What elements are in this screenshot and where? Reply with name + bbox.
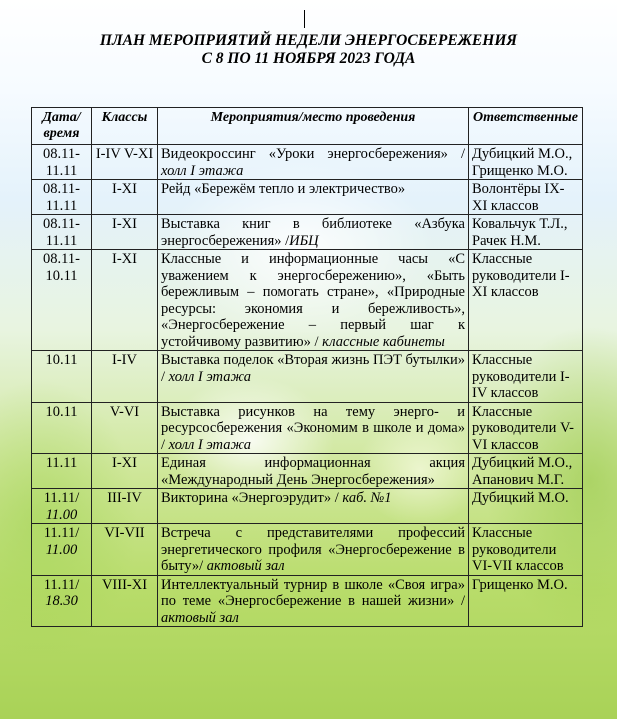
header-classes: Классы — [92, 108, 158, 145]
row-place: актовый зал — [206, 558, 285, 574]
row-date: 11.11/ — [43, 576, 80, 593]
row-date: 08.11-11.11 — [43, 216, 80, 249]
row-responsible: Классные руководители V-VI классов — [469, 402, 583, 454]
table-row — [32, 250, 583, 351]
title-line-1: ПЛАН МЕРОПРИЯТИЙ НЕДЕЛИ ЭНЕРГОСБЕРЕЖЕНИЯ — [99, 32, 518, 49]
row-place: холл I этажа — [168, 368, 251, 385]
title-line-2: С 8 ПО 11 НОЯБРЯ 2023 ГОДА — [201, 50, 416, 67]
row-date-cell — [32, 145, 92, 180]
row-event-cell — [158, 180, 469, 215]
row-time: 18.30 — [45, 593, 78, 609]
table-row — [32, 402, 583, 454]
cursor-mark — [304, 10, 305, 28]
row-responsible: Дубицкий М.О. — [469, 489, 583, 524]
row-event: Рейд «Бережём тепло и электричество» — [161, 181, 406, 197]
table-row — [32, 524, 583, 576]
row-responsible: Ковальчук Т.Л., Рачек Н.М. — [469, 215, 583, 250]
row-event: Выставка книг в библиотеке «Азбука энергосбережения» / — [161, 216, 465, 249]
row-classes: I-XI — [92, 180, 158, 215]
page-title — [0, 32, 617, 68]
row-classes: I-XI — [92, 454, 158, 489]
row-place: актовый зал — [161, 609, 239, 626]
row-time: 11.00 — [45, 541, 78, 558]
row-place: каб. №1 — [342, 490, 392, 506]
row-date: 11.11/ — [43, 525, 80, 541]
row-date-cell — [32, 351, 92, 403]
row-date: 11.11/ — [43, 490, 80, 506]
row-event-cell — [158, 575, 469, 627]
events-table — [31, 107, 583, 627]
row-classes: V-VI — [92, 402, 158, 454]
table-row — [32, 454, 583, 489]
row-responsible: Классные руководители I-XI классов — [469, 250, 583, 351]
row-date-cell — [32, 489, 92, 524]
row-place: холл I этажа — [168, 436, 251, 453]
row-responsible: Дубицкий М.О., Грищенко М.О. — [469, 145, 583, 180]
row-classes: I-XI — [92, 250, 158, 351]
row-date-cell — [32, 215, 92, 250]
row-event: Видеокроссинг «Уроки энергосбережения» / — [161, 146, 465, 162]
row-responsible: Дубицкий М.О., Апанович М.Г. — [469, 454, 583, 489]
row-classes: I-XI — [92, 215, 158, 250]
table-row — [32, 215, 583, 250]
row-classes: III-IV — [92, 489, 158, 524]
table-row — [32, 489, 583, 524]
row-event-cell — [158, 215, 469, 250]
header-events: Мероприятия/место проведения — [158, 108, 469, 145]
row-classes: I-IV — [92, 351, 158, 403]
row-event: Встреча с представителями профессий энергетического профиля «Энергосбережение в быту»/ — [161, 525, 465, 574]
row-event-cell — [158, 454, 469, 489]
table-row — [32, 575, 583, 627]
row-event-cell — [158, 145, 469, 180]
row-responsible: Грищенко М.О. — [469, 575, 583, 627]
row-date: 11.11 — [45, 455, 78, 471]
row-date-cell — [32, 250, 92, 351]
row-date: 08.11-11.11 — [43, 181, 80, 214]
row-event-cell — [158, 250, 469, 351]
row-event-cell — [158, 351, 469, 403]
table-row — [32, 351, 583, 403]
row-event: Викторина «Энергоэрудит» / — [161, 490, 343, 506]
row-date: 08.11-11.11 — [43, 146, 80, 179]
row-date-cell — [32, 524, 92, 576]
row-place: ИБЦ — [289, 232, 319, 249]
row-event-cell — [158, 489, 469, 524]
row-classes: I-IV V-XI — [92, 145, 158, 180]
row-event: Интеллектуальный турнир в школе «Своя игра» по теме «Энергосбережение в нашей жизни» / — [161, 576, 465, 609]
row-event: Единая информационная акция «Международный День Энергосбережения» — [161, 455, 465, 488]
table-row — [32, 180, 583, 215]
header-responsible: Ответственные — [469, 108, 583, 145]
row-event-cell — [158, 524, 469, 576]
row-place: холл I этажа — [161, 162, 244, 179]
row-date-cell — [32, 402, 92, 454]
row-date-cell — [32, 454, 92, 489]
row-date-cell — [32, 575, 92, 627]
row-responsible: Классные руководители VI-VII классов — [469, 524, 583, 576]
row-event: Выставка рисунков на тему энерго- и ресурсосбережения «Экономим в школе и дома» / — [161, 403, 465, 453]
header-date: Дата/ время — [32, 108, 92, 145]
row-responsible: Классные руководители I-IV классов — [469, 351, 583, 403]
row-place: классные кабинеты — [322, 333, 445, 350]
row-classes: VI-VII — [92, 524, 158, 576]
table-header-row — [32, 108, 583, 145]
row-date-cell — [32, 180, 92, 215]
row-event-cell — [158, 402, 469, 454]
row-date: 08.11-10.11 — [43, 251, 80, 284]
row-event: Выставка поделок «Вторая жизнь ПЭТ бутылки» / — [161, 352, 465, 385]
row-date: 10.11 — [45, 403, 78, 420]
table-row — [32, 145, 583, 180]
row-classes: VIII-XI — [92, 575, 158, 627]
row-time: 11.00 — [45, 506, 78, 523]
row-event: Классные и информационные часы «С уважением к энергосбережению», «Быть бережливым – помогать стране», «Природные ресурсы: экономия и бережливость», «Энергосбережение – первый шаг к устойчивому развитию» / — [161, 251, 465, 350]
row-responsible: Волонтёры IX-XI классов — [469, 180, 583, 215]
row-date: 10.11 — [45, 352, 78, 368]
